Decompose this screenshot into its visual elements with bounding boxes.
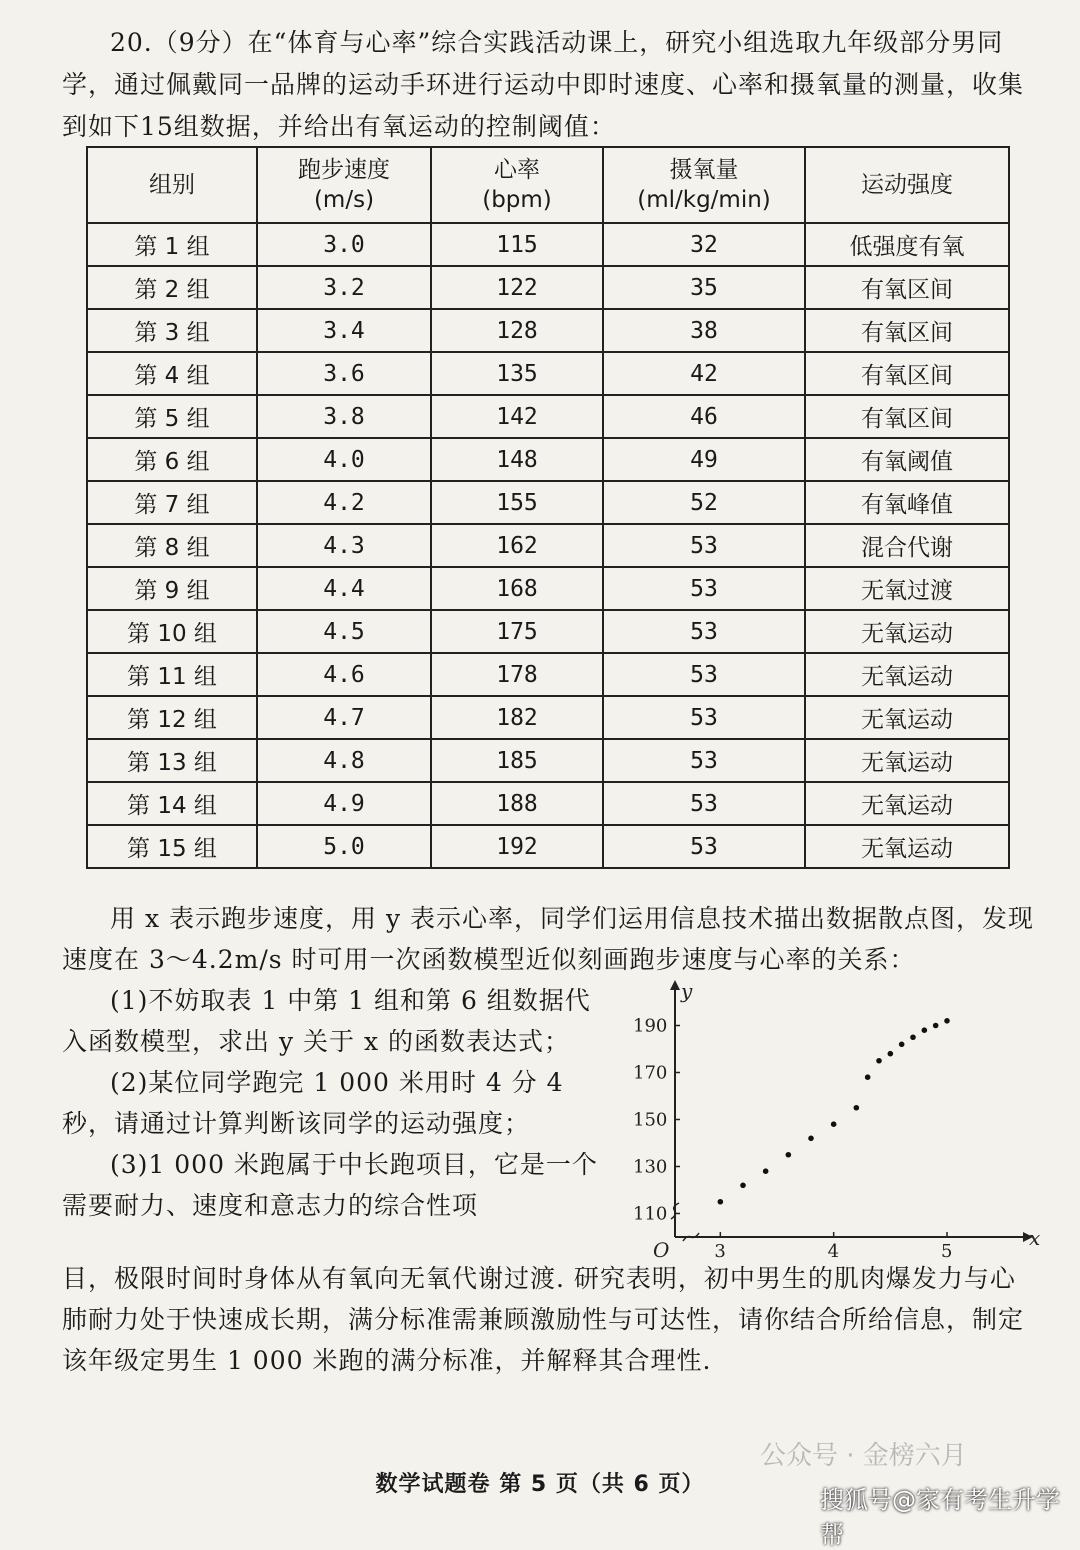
x-tick-label: 4 — [827, 1241, 840, 1262]
cell-oxygen: 32 — [603, 223, 805, 266]
cell-oxygen: 53 — [603, 610, 805, 653]
cell-speed: 3.6 — [257, 352, 431, 395]
scatter-point — [876, 1058, 882, 1064]
table-row — [87, 567, 1009, 610]
cell-speed: 4.8 — [257, 739, 431, 782]
table-row — [87, 309, 1009, 352]
cell-group: 第 4 组 — [87, 352, 257, 395]
model-description-text: 用 x 表示跑步速度，用 y 表示心率，同学们运用信息技术描出数据散点图，发现速度在 3～4.2m/s 时可用一次函数模型近似刻画跑步速度与心率的关系： — [62, 904, 1035, 974]
cell-heart-rate: 175 — [431, 610, 603, 653]
question-2: (2)某位同学跑完 1 000 米用时 4 分 4 秒，请通过计算判断该同学的运动强度； — [62, 1068, 564, 1138]
table-row — [87, 352, 1009, 395]
cell-group: 第 13 组 — [87, 739, 257, 782]
header-oxygen: 摄氧量 (ml/kg/min) — [603, 147, 805, 223]
table-row — [87, 610, 1009, 653]
question-3-start: (3)1 000 米跑属于中长跑项目，它是一个需要耐力、速度和意志力的综合性项 — [62, 1150, 598, 1220]
cell-heart-rate: 155 — [431, 481, 603, 524]
cell-intensity: 有氧峰值 — [805, 481, 1009, 524]
problem-intro-block — [62, 22, 1037, 148]
scatter-point — [910, 1034, 916, 1040]
cell-oxygen: 53 — [603, 524, 805, 567]
cell-intensity: 有氧区间 — [805, 309, 1009, 352]
scatter-point — [740, 1183, 746, 1189]
scatter-point — [944, 1018, 950, 1024]
cell-heart-rate: 178 — [431, 653, 603, 696]
cell-group: 第 14 组 — [87, 782, 257, 825]
question-3-continued — [62, 1258, 1037, 1381]
data-table-body — [87, 223, 1009, 868]
cell-heart-rate: 162 — [431, 524, 603, 567]
cell-intensity: 无氧运动 — [805, 696, 1009, 739]
table-row — [87, 524, 1009, 567]
cell-heart-rate: 168 — [431, 567, 603, 610]
cell-heart-rate: 148 — [431, 438, 603, 481]
cell-oxygen: 53 — [603, 696, 805, 739]
scatter-plot — [625, 979, 1041, 1265]
scatter-point — [786, 1152, 792, 1158]
cell-oxygen: 53 — [603, 567, 805, 610]
scatter-point — [933, 1023, 939, 1029]
table-row — [87, 739, 1009, 782]
x-axis-label: x — [1029, 1226, 1041, 1250]
scatter-point — [831, 1121, 837, 1127]
scatter-point — [854, 1105, 860, 1111]
questions-block — [62, 980, 602, 1226]
y-axis-arrow — [670, 980, 680, 990]
watermark-wechat: 公众号 · 金榜六月 — [760, 1441, 967, 1471]
y-tick-label: 130 — [633, 1156, 668, 1178]
header-heart-rate: 心率 (bpm) — [431, 147, 603, 223]
cell-speed: 3.0 — [257, 223, 431, 266]
cell-speed: 4.5 — [257, 610, 431, 653]
cell-group: 第 8 组 — [87, 524, 257, 567]
scatter-point — [763, 1168, 769, 1174]
cell-group: 第 9 组 — [87, 567, 257, 610]
cell-speed: 4.4 — [257, 567, 431, 610]
cell-heart-rate: 182 — [431, 696, 603, 739]
cell-intensity: 无氧运动 — [805, 782, 1009, 825]
question-3-end: 目，极限时间时身体从有氧向无氧代谢过渡. 研究表明，初中男生的肌肉爆发力与心肺耐力处于快速成长期，满分标准需兼顾激励性与可达性，请你结合所给信息，制定该年级定男生 1 000 米跑的满分标准，并解释其合理性. — [62, 1264, 1025, 1375]
table-row — [87, 223, 1009, 266]
cell-group: 第 5 组 — [87, 395, 257, 438]
cell-oxygen: 49 — [603, 438, 805, 481]
cell-group: 第 10 组 — [87, 610, 257, 653]
table-row — [87, 696, 1009, 739]
cell-group: 第 15 组 — [87, 825, 257, 868]
cell-oxygen: 53 — [603, 739, 805, 782]
cell-intensity: 低强度有氧 — [805, 223, 1009, 266]
scatter-point — [922, 1027, 928, 1033]
table-row — [87, 438, 1009, 481]
question-1: (1)不妨取表 1 中第 1 组和第 6 组数据代入函数模型，求出 y 关于 x 的函数表达式； — [62, 986, 591, 1056]
cell-intensity: 有氧区间 — [805, 352, 1009, 395]
scatter-point — [718, 1199, 724, 1205]
y-tick-label: 170 — [633, 1062, 668, 1084]
cell-intensity: 无氧运动 — [805, 653, 1009, 696]
header-group: 组别 — [87, 147, 257, 223]
cell-oxygen: 46 — [603, 395, 805, 438]
cell-oxygen: 53 — [603, 782, 805, 825]
cell-heart-rate: 115 — [431, 223, 603, 266]
x-tick-label: 3 — [714, 1241, 726, 1262]
cell-group: 第 2 组 — [87, 266, 257, 309]
cell-intensity: 混合代谢 — [805, 524, 1009, 567]
cell-speed: 4.6 — [257, 653, 431, 696]
cell-speed: 3.4 — [257, 309, 431, 352]
cell-heart-rate: 142 — [431, 395, 603, 438]
cell-speed: 4.0 — [257, 438, 431, 481]
scatter-point — [808, 1136, 814, 1142]
model-description — [62, 898, 1037, 980]
cell-heart-rate: 122 — [431, 266, 603, 309]
cell-heart-rate: 188 — [431, 782, 603, 825]
scatter-point — [865, 1074, 871, 1080]
cell-heart-rate: 135 — [431, 352, 603, 395]
y-tick-label: 150 — [633, 1109, 668, 1131]
header-speed: 跑步速度 (m/s) — [257, 147, 431, 223]
cell-intensity: 有氧区间 — [805, 266, 1009, 309]
table-row — [87, 653, 1009, 696]
cell-speed: 4.2 — [257, 481, 431, 524]
table-row — [87, 395, 1009, 438]
cell-group: 第 3 组 — [87, 309, 257, 352]
data-table — [86, 146, 1010, 869]
problem-intro: 20.（9分）在“体育与心率”综合实践活动课上，研究小组选取九年级部分男同学，通过佩戴同一品牌的运动手环进行运动中即时速度、心率和摄氧量的测量，收集到如下15组数据，并给出有氧运动的控制阈值： — [62, 28, 1025, 141]
table-row — [87, 266, 1009, 309]
scatter-point — [888, 1051, 894, 1057]
cell-group: 第 6 组 — [87, 438, 257, 481]
cell-oxygen: 42 — [603, 352, 805, 395]
cell-speed: 4.7 — [257, 696, 431, 739]
watermark-sohu: 搜狐号@家有考生升学帮 — [820, 1486, 1060, 1549]
cell-oxygen: 52 — [603, 481, 805, 524]
cell-intensity: 无氧过渡 — [805, 567, 1009, 610]
cell-group: 第 11 组 — [87, 653, 257, 696]
cell-oxygen: 38 — [603, 309, 805, 352]
cell-intensity: 无氧运动 — [805, 610, 1009, 653]
page-footer: 数学试题卷 第 5 页（共 6 页） — [375, 1472, 705, 1497]
table-row — [87, 825, 1009, 868]
y-axis-label: y — [681, 979, 693, 1003]
cell-speed: 5.0 — [257, 825, 431, 868]
cell-speed: 4.9 — [257, 782, 431, 825]
cell-oxygen: 53 — [603, 653, 805, 696]
cell-speed: 4.3 — [257, 524, 431, 567]
cell-group: 第 7 组 — [87, 481, 257, 524]
scatter-point — [899, 1042, 905, 1048]
cell-intensity: 有氧阈值 — [805, 438, 1009, 481]
table-row — [87, 782, 1009, 825]
y-tick-label: 110 — [633, 1203, 668, 1225]
origin-label: O — [653, 1238, 670, 1262]
cell-heart-rate: 192 — [431, 825, 603, 868]
cell-heart-rate: 185 — [431, 739, 603, 782]
y-tick-label: 190 — [633, 1015, 668, 1037]
data-table-header — [87, 147, 1009, 223]
cell-group: 第 1 组 — [87, 223, 257, 266]
cell-group: 第 12 组 — [87, 696, 257, 739]
x-tick-label: 5 — [941, 1241, 953, 1262]
cell-intensity: 有氧区间 — [805, 395, 1009, 438]
cell-heart-rate: 128 — [431, 309, 603, 352]
cell-intensity: 无氧运动 — [805, 825, 1009, 868]
cell-oxygen: 35 — [603, 266, 805, 309]
cell-intensity: 无氧运动 — [805, 739, 1009, 782]
header-intensity: 运动强度 — [805, 147, 1009, 223]
cell-speed: 3.8 — [257, 395, 431, 438]
table-row — [87, 481, 1009, 524]
cell-speed: 3.2 — [257, 266, 431, 309]
cell-oxygen: 53 — [603, 825, 805, 868]
